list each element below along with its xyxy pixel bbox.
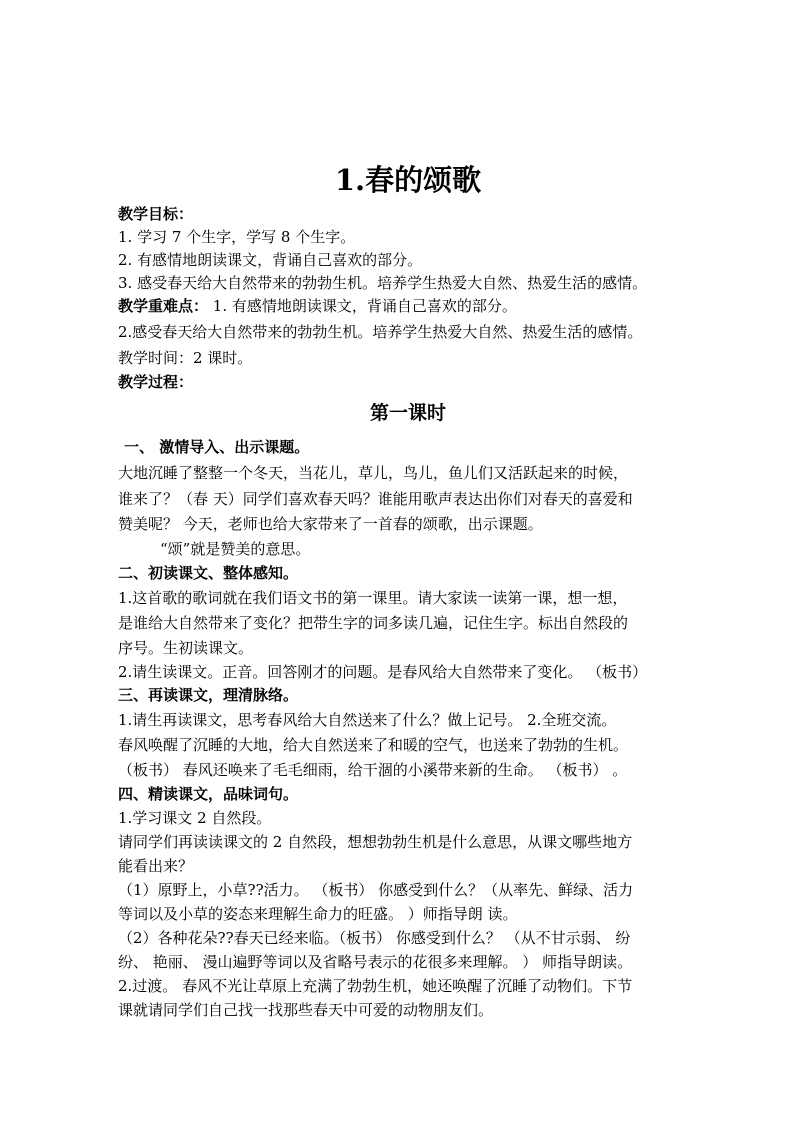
section-4-line-7: 纷、 艳丽、 漫山遍野等词以及省略号表示的花很多来理解。 ） 师指导朗读。 (118, 953, 633, 971)
section-1-line-2: 谁来了？（春 天）同学们喜欢春天吗？谁能用歌声表达出你们对春天的喜爱和 (118, 490, 633, 508)
section-3-line-2: 春风唤醒了沉睡的大地，给大自然送来了和暖的空气，也送来了勃勃的生机。 (118, 736, 629, 754)
objective-item-3: 3. 感受春天给大自然带来的勃勃生机。培养学生热爱大自然、热爱生活的感情。 (118, 274, 648, 292)
section-3-line-3: （板书） 春风还唤来了毛毛细雨，给干涸的小溪带来新的生命。 （板书） 。 (118, 761, 628, 779)
section-2-line-1: 1.这首歌的歌词就在我们语文书的第一课里。请大家读一读第一课，想一想， (118, 589, 628, 607)
section-1-line-1: 大地沉睡了整整一个冬天，当花儿，草儿，鸟儿，鱼儿们又活跃起来的时候， (118, 464, 629, 482)
objective-item-1: 1. 学习 7 个生字，学写 8 个生字。 (118, 228, 356, 246)
lesson-title: 第一课时 (369, 402, 446, 424)
teaching-time: 教学时间：2 课时。 (118, 349, 253, 367)
objective-item-2: 2. 有感情地朗读课文，背诵自己喜欢的部分。 (118, 251, 423, 269)
section-4-heading: 四、精读课文，品味词句。 (118, 785, 299, 803)
objectives-heading: 教学目标： (118, 205, 194, 223)
section-4-line-8: 2.过渡。 春风不光让草原上充满了勃勃生机，她还唤醒了沉睡了动物们。下节 (118, 977, 633, 995)
section-3-line-1: 1.请生再读课文，思考春风给大自然送来了什么？做上记号。 2.全班交流。 (118, 711, 617, 729)
section-1-line-4: “颂”就是赞美的意思。 (160, 540, 311, 558)
section-4-line-5: 等词以及小草的姿态来理解生命力的旺盛。 ）师指导朗 读。 (118, 905, 518, 923)
section-4-line-2: 请同学们再读读课文的 2 自然段，想想勃勃生机是什么意思，从课文哪些地方 (118, 833, 633, 851)
section-3-heading: 三、再读课文，理清脉络。 (118, 686, 299, 704)
section-2-line-3: 序号。生初读课文。 (118, 639, 254, 657)
section-2-line-4: 2.请生读课文。正音。回答刚才的问题。是春风给大自然带来了变化。 （板书） (118, 663, 648, 681)
key-point-2: 2.感受春天给大自然带来的勃勃生机。培养学生热爱大自然、热爱生活的感情。 (118, 323, 643, 341)
section-4-line-3: 能看出来？ (118, 857, 194, 875)
section-1-line-3: 赞美呢？ 今天，老师也给大家带来了一首春的颂歌，出示课题。 (118, 515, 543, 533)
document-title: 1.春的颂歌 (334, 163, 482, 197)
section-4-line-1: 1.学习课文 2 自然段。 (118, 809, 272, 827)
key-points-line (118, 295, 698, 318)
section-2-heading: 二、初读课文、整体感知。 (118, 564, 299, 582)
key-point-1: 1. 有感情地朗读课文，背诵自己喜欢的部分。 (208, 297, 517, 315)
section-1-heading: 一、 激情导入、出示课题。 (124, 438, 310, 456)
section-4-line-4: （1）原野上，小草??活力。 （板书） 你感受到什么？（从率先、鲜绿、活力 (118, 881, 634, 899)
section-2-line-2: 是谁给大自然带来了变化？把带生字的词多读几遍，记住生字。标出自然段的 (118, 614, 629, 632)
section-4-line-6: （2）各种花朵??春天已经来临。（板书） 你感受到什么？ （从不甘示弱、 纷 (118, 929, 631, 947)
section-4-line-9: 课就请同学们自己找一找那些春天中可爱的动物朋友们。 (118, 1001, 494, 1019)
process-heading: 教学过程： (118, 373, 194, 391)
key-points-heading: 教学重难点： (118, 297, 209, 315)
